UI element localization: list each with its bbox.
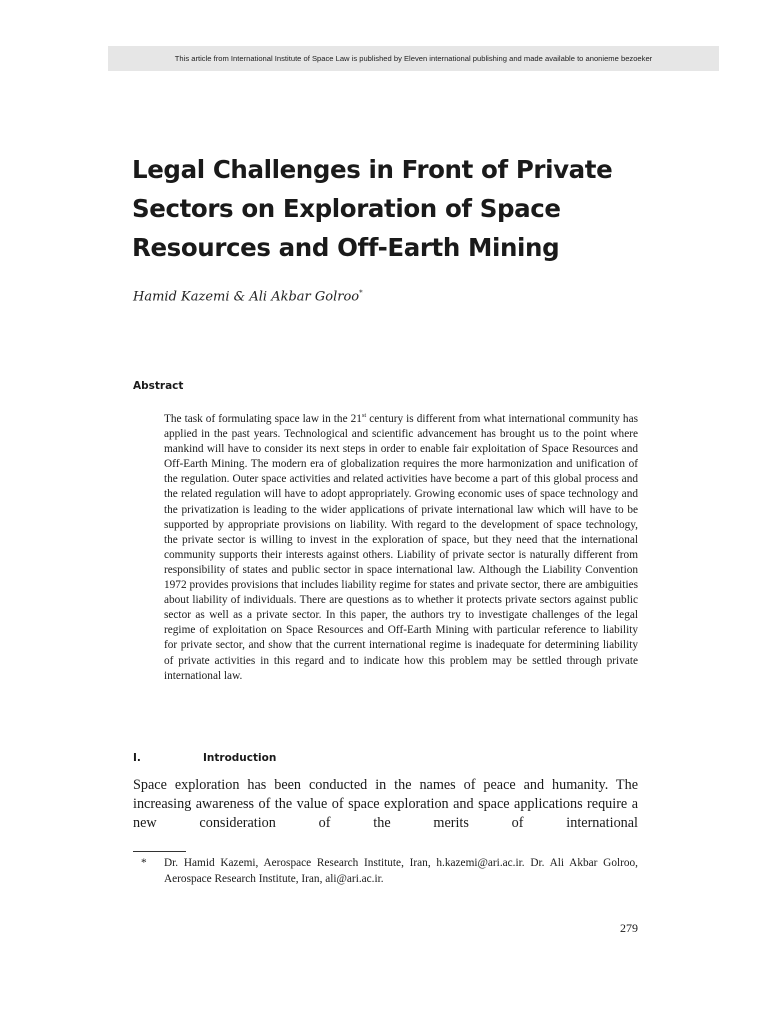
introduction-text: Space exploration has been conducted in the names of peace and humanity. The increasing awareness of the value of space exploration and space applications require a new consideration of the merits of international bbox=[133, 777, 638, 831]
title-line: Resources and Off-Earth Mining bbox=[132, 233, 560, 262]
author-note-mark: * bbox=[359, 289, 363, 297]
abstract-text-start: The task of formulating space law in the 21 bbox=[164, 413, 362, 425]
article-title bbox=[132, 150, 652, 267]
page-number: 279 bbox=[620, 921, 638, 935]
footnote bbox=[133, 856, 638, 887]
abstract-heading: Abstract bbox=[133, 380, 184, 392]
footnote-text: Dr. Hamid Kazemi, Aerospace Research Institute, Iran, h.kazemi@ari.ac.ir. Dr. Ali Akbar Golroo, Aerospace Research Institute, Iran, ali@ari.ac.ir. bbox=[164, 857, 638, 885]
section-number: I. bbox=[133, 752, 141, 764]
abstract-text-rest: century is different from what international community has applied in the past years. Technological and scientific advancement has brought us to the point where mankind will have to consider its next steps in order to enable fair exploitation of Space Resources and Off-Earth Mining. The modern era of globalization requires the more harmonization and unification of the regulation. Outer space activities and related activities have become a part of this global process and the related regulation will have to adopt appropriately. Growing economic uses of space technology and the privatization is leading to the wider applications of private international law which will have to be supported by appropriate provisions on liability. With regard to the development of space technology, the private sector is willing to invest in the exploration of space, but they need that the international community supports their interests against others. Liability of private sector is naturally different from responsibility of states and public sector in space international law. Although the Liability Convention 1972 provides provisions that includes liability regime for states and private sector, there are ambiguities about liability of individuals. There are questions as to whether it protects private sectors against public sector as well as a private sector. In this paper, the authors try to investigate challenges of the legal regime of exploitation on Space Resources and Off-Earth Mining with particular reference to liability for private sector, and show that the current international regime is inadequate for determining liability of private activities in this regard and to indicate how this problem may be settled through private international law. bbox=[164, 413, 638, 682]
article-authors bbox=[133, 289, 363, 304]
footnote-divider bbox=[133, 851, 186, 852]
access-banner: This article from International Institute of Space Law is published by Eleven international publishing and made available to anonieme bezoeker bbox=[108, 46, 719, 71]
footnote-mark: * bbox=[141, 857, 147, 869]
title-line: Sectors on Exploration of Space bbox=[132, 194, 561, 223]
authors-text: Hamid Kazemi & Ali Akbar Golroo bbox=[133, 289, 360, 305]
section-title: Introduction bbox=[203, 752, 277, 764]
title-line: Legal Challenges in Front of Private bbox=[132, 155, 613, 184]
ordinal-superscript: st bbox=[361, 412, 367, 420]
abstract-text bbox=[164, 412, 638, 684]
